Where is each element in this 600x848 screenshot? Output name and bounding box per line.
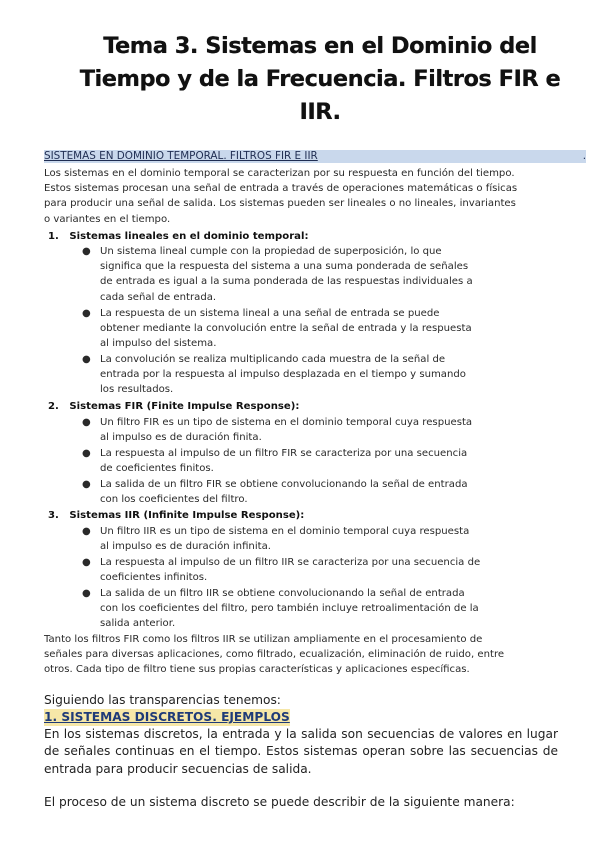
- bullet-line: al impulso es de duración finita.: [100, 432, 262, 444]
- bullet-item: [82, 477, 562, 507]
- bullet-line: salida anterior.: [100, 618, 176, 630]
- bullet-dot-icon: ●: [82, 308, 91, 319]
- bullet-dot-icon: ●: [82, 246, 91, 257]
- item-heading: Sistemas FIR (Finite Impulse Response):: [69, 401, 300, 412]
- item-heading: Sistemas IIR (Infinite Impulse Response):: [69, 510, 305, 521]
- follow-text: Siguiendo las transparencias tenemos:: [44, 693, 281, 707]
- closing-line: señales para diversas aplicaciones, como filtrado, ecualización, eliminación de ruido, entre: [44, 649, 505, 661]
- section-header-bar: [44, 150, 586, 163]
- bullet-line: La respuesta de un sistema lineal a una señal de entrada se puede: [100, 308, 440, 319]
- bullet-item: [82, 586, 562, 632]
- intro-line: o variantes en el tiempo.: [44, 213, 171, 225]
- bullet-line: cada señal de entrada.: [100, 291, 217, 303]
- bullet-line: al impulso del sistema.: [100, 338, 217, 350]
- title-line-3: IIR.: [299, 99, 341, 125]
- bullet-dot-icon: ●: [82, 588, 91, 599]
- bullet-item: [82, 555, 562, 585]
- bullet-item: [82, 415, 562, 445]
- bullet-line: entrada por la respuesta al impulso desplazada en el tiempo y sumando: [100, 369, 466, 381]
- bullet-line: los resultados.: [100, 384, 174, 396]
- bullet-line: con los coeficientes del filtro, pero también incluye retroalimentación de la: [100, 603, 479, 615]
- bullet-item: [82, 244, 562, 305]
- bullet-dot-icon: ●: [82, 526, 91, 537]
- bullet-line: con los coeficientes del filtro.: [100, 494, 248, 506]
- numbered-heading-1: [48, 229, 309, 244]
- bullet-line: La salida de un filtro FIR se obtiene convolucionando la señal de entrada: [100, 479, 468, 490]
- bullet-item: [82, 524, 562, 554]
- closing-line: Tanto los filtros FIR como los filtros IIR se utilizan ampliamente en el procesamiento de: [44, 634, 483, 645]
- intro-line: Los sistemas en el dominio temporal se caracterizan por su respuesta en función del tiempo.: [44, 168, 515, 179]
- title-line-1: Tema 3. Sistemas en el Dominio del: [103, 33, 537, 59]
- item-number: 2.: [48, 401, 59, 412]
- bullet-line: Un filtro IIR es un tipo de sistema en el dominio temporal cuya respuesta: [100, 526, 470, 537]
- bullet-dot-icon: ●: [82, 417, 91, 428]
- intro-line: Estos sistemas procesan una señal de entrada a través de operaciones matemáticas o físicas: [44, 183, 518, 195]
- item-number: 3.: [48, 510, 59, 521]
- document-title: [40, 30, 600, 129]
- numbered-heading-3: [48, 508, 304, 523]
- title-line-2: Tiempo y de la Frecuencia. Filtros FIR e: [79, 66, 561, 92]
- bullet-dot-icon: ●: [82, 557, 91, 568]
- bullet-line: Un sistema lineal cumple con la propiedad de superposición, lo que: [100, 246, 442, 257]
- discrete-systems-paragraph: En los sistemas discretos, la entrada y la salida son secuencias de valores en lugar de señales continuas en el tiempo. Estos sistemas operan sobre las secuencias de entrada para producir secuencias de salida.: [44, 727, 558, 776]
- bullet-line: La respuesta al impulso de un filtro IIR se caracteriza por una secuencia de: [100, 557, 481, 568]
- bullet-dot-icon: ●: [82, 354, 91, 365]
- bullet-line: al impulso es de duración infinita.: [100, 541, 271, 553]
- closing-paragraph: [44, 632, 586, 678]
- bullet-dot-icon: ●: [82, 479, 91, 490]
- numbered-heading-2: [48, 399, 299, 414]
- bullet-line: La convolución se realiza multiplicando cada muestra de la señal de: [100, 354, 446, 365]
- process-paragraph: El proceso de un sistema discreto se puede describir de la siguiente manera:: [44, 795, 515, 809]
- bullet-line: Un filtro FIR es un tipo de sistema en el dominio temporal cuya respuesta: [100, 417, 473, 428]
- bullet-line: La respuesta al impulso de un filtro FIR se caracteriza por una secuencia: [100, 448, 468, 459]
- closing-line: otros. Cada tipo de filtro tiene sus propias características y aplicaciones específicas.: [44, 664, 470, 676]
- bullet-item: [82, 446, 562, 476]
- bullet-line: obtener mediante la convolución entre la señal de entrada y la respuesta: [100, 323, 472, 335]
- bullet-line: de entrada es igual a la suma ponderada de las respuestas individuales a: [100, 276, 473, 288]
- section-header-trailing: .: [582, 150, 586, 162]
- bullet-item: [82, 352, 562, 398]
- item-heading: Sistemas lineales en el dominio temporal:: [69, 231, 309, 242]
- intro-line: para producir una señal de salida. Los sistemas pueden ser lineales o no lineales, invariantes: [44, 198, 516, 210]
- bullet-line: La salida de un filtro IIR se obtiene convolucionando la señal de entrada: [100, 588, 465, 599]
- item-number: 1.: [48, 231, 59, 242]
- section-header-label: SISTEMAS EN DOMINIO TEMPORAL. FILTROS FIR E IIR: [44, 150, 318, 162]
- bullet-dot-icon: ●: [82, 448, 91, 459]
- bullet-line: de coeficientes finitos.: [100, 463, 214, 475]
- bullet-line: coeficientes infinitos.: [100, 572, 208, 584]
- bullet-line: significa que la respuesta del sistema a una suma ponderada de señales: [100, 261, 469, 273]
- intro-paragraph: [44, 166, 586, 227]
- section-2-heading: 1. SISTEMAS DISCRETOS. EJEMPLOS: [44, 710, 290, 724]
- bullet-item: [82, 306, 562, 352]
